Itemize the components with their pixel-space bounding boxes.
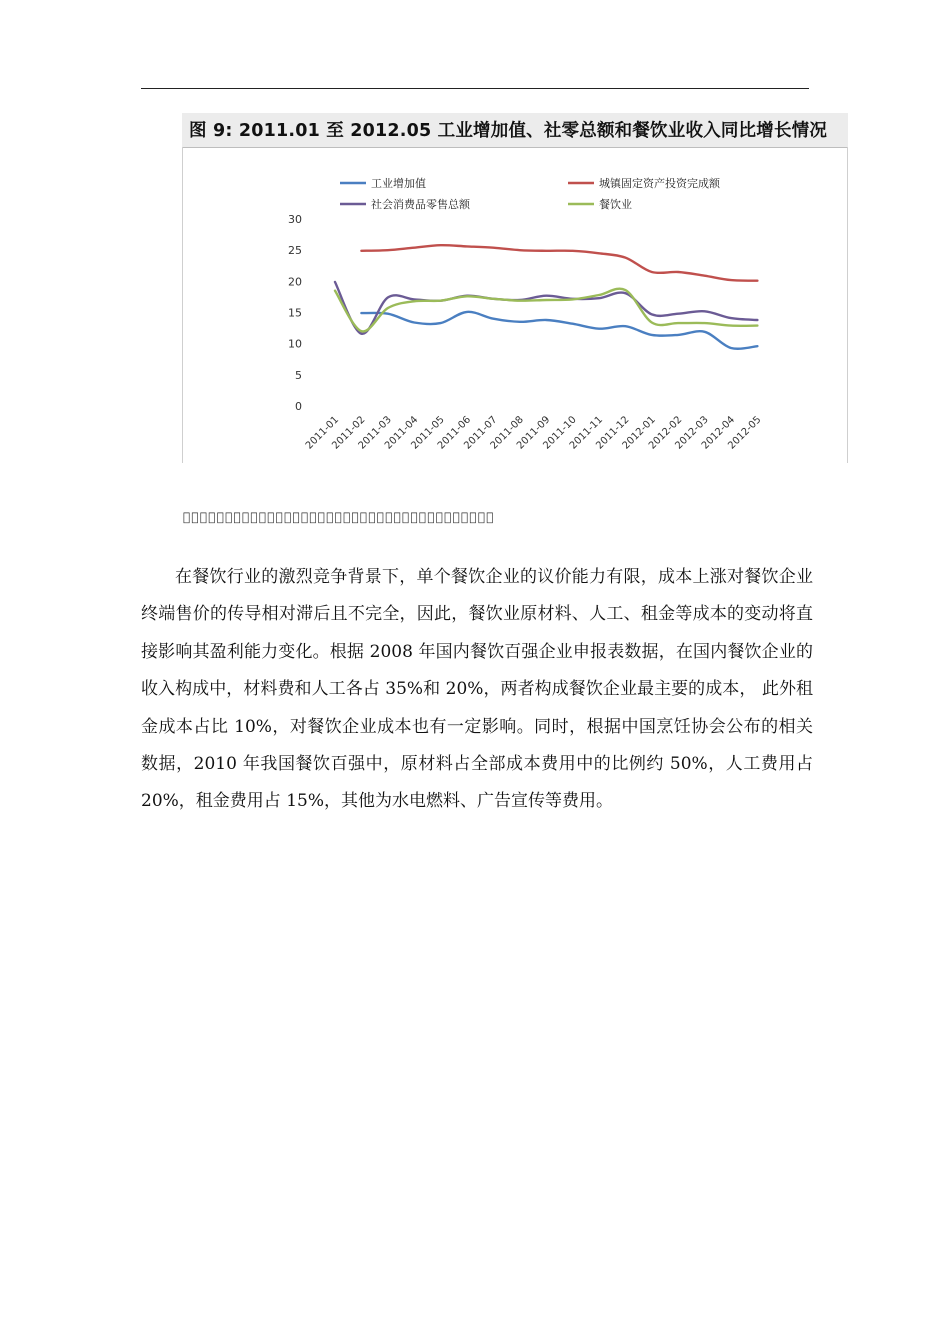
header-rule (141, 88, 809, 89)
x-tick-label: 2011-01 (303, 414, 342, 452)
figure-caption: 􀀀􀀀􀀀􀀀􀀀􀀀􀀀􀀀􀀀􀀀􀀀􀀀􀀀􀀀􀀀􀀀􀀀􀀀􀀀􀀀􀀀􀀀􀀀􀀀􀀀􀀀􀀀􀀀􀀀􀀀􀀀􀀀􀀀􀀀􀀀􀀀􀀀 (183, 510, 495, 524)
series-line-3 (335, 282, 757, 334)
y-tick-label: 0 (295, 400, 302, 413)
x-tick-label: 2011-03 (356, 414, 394, 452)
x-tick-label: 2012-01 (620, 414, 658, 452)
x-tick-label: 2012-04 (699, 414, 738, 452)
series-line-1 (361, 312, 757, 349)
x-tick-label: 2012-02 (646, 414, 685, 452)
x-tick-label: 2011-07 (462, 414, 500, 452)
x-tick-label: 2012-05 (726, 414, 764, 452)
y-tick-label: 10 (288, 337, 302, 351)
legend-label: 餐饮业 (599, 198, 632, 211)
figure (182, 113, 848, 463)
body-paragraph: 在餐饮行业的激烈竞争背景下，单个餐饮企业的议价能力有限，成本上涨对餐饮企业终端售价的传导相对滞后且不完全，因此，餐饮业原材料、人工、租金等成本的变动将直接影响其盈利能力变化。根据 2008 年国内餐饮百强企业申报表数据，在国内餐饮企业的收入构成中，材料费和人工各占 35%和 20%，两者构成餐饮企业最主要的成本， 此外租金成本占比 10%，对餐饮企业成本也有一定影响。同时，根据中国烹饪协会公布的相关数据，2010 年我国餐饮百强中，原材料占全部成本费用中的比例约 50%，人工费用占 20%，租金费用占 15%，其他为水电燃料、广告宣传等费用。 (141, 567, 813, 812)
y-tick-label: 25 (288, 244, 302, 258)
line-chart (182, 147, 848, 463)
x-tick-label: 2011-10 (541, 414, 579, 452)
legend-label: 社会消费品零售总额 (371, 198, 470, 211)
legend-label: 城镇固定资产投资完成额 (599, 177, 720, 190)
figure-title-bar (182, 113, 848, 148)
figure-title: 图 9: 2011.01 至 2012.05 工业增加值、社零总额和餐饮业收入同比增长情况 (189, 121, 828, 141)
x-tick-label: 2011-06 (435, 414, 474, 452)
x-tick-label: 2011-09 (514, 414, 553, 452)
x-tick-label: 2011-05 (409, 414, 447, 452)
legend-label: 工业增加值 (371, 177, 426, 190)
y-tick-label: 30 (288, 213, 302, 226)
series-line-2 (361, 245, 757, 281)
x-tick-label: 2011-11 (567, 414, 606, 452)
x-tick-label: 2012-03 (673, 414, 711, 452)
y-tick-label: 5 (295, 368, 302, 382)
x-tick-label: 2011-12 (594, 414, 632, 452)
x-tick-label: 2011-02 (330, 414, 368, 452)
x-tick-label: 2011-04 (382, 414, 421, 452)
y-tick-label: 20 (288, 275, 302, 289)
x-tick-label: 2011-08 (488, 414, 526, 452)
y-tick-label: 15 (288, 306, 302, 320)
